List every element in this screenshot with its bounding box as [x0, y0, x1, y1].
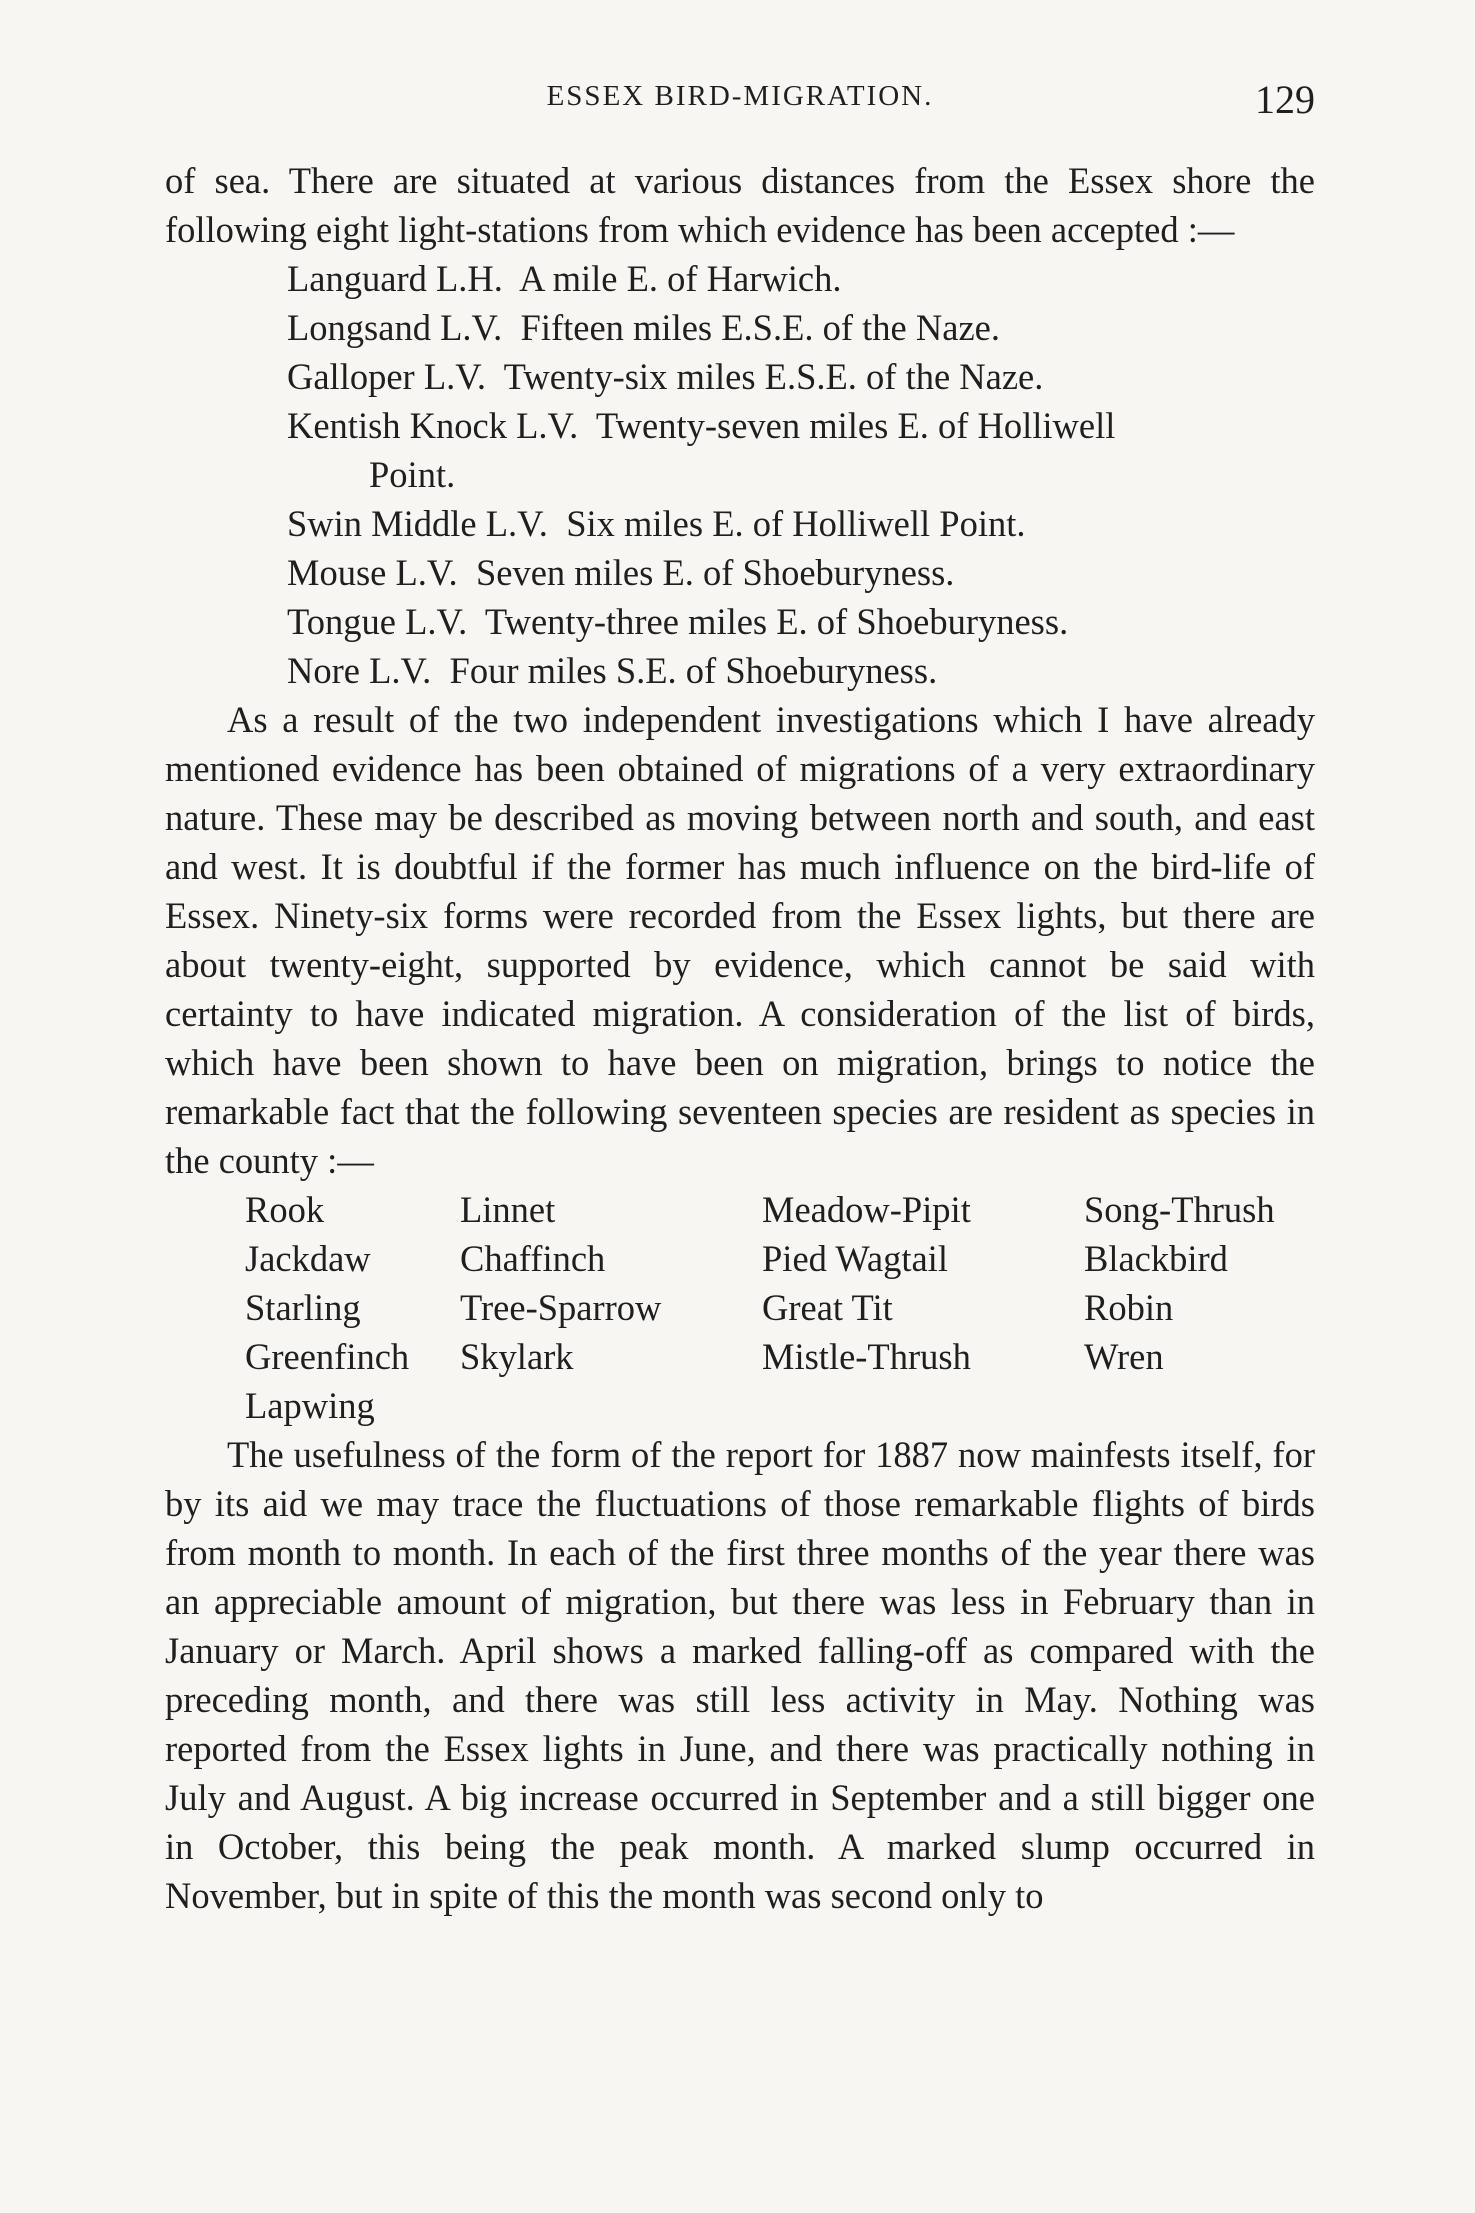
species-name: Chaffinch — [460, 1238, 606, 1279]
station-description: Twenty-three miles E. of Shoeburyness. — [484, 601, 1069, 642]
station-name: Languard L.H. — [287, 258, 503, 299]
station-entry — [287, 254, 1315, 303]
station-name: Tongue L.V. — [287, 601, 468, 642]
running-head: ESSEX BIRD-MIGRATION. — [546, 80, 934, 112]
species-name: Meadow-Pipit — [762, 1189, 971, 1230]
station-entry — [287, 352, 1315, 401]
species-name: Lapwing — [245, 1385, 375, 1426]
species-name: Greenfinch — [245, 1336, 410, 1377]
station-description: Six miles E. of Holliwell Point. — [566, 503, 1026, 544]
species-name: Linnet — [460, 1189, 556, 1230]
species-name: Rook — [245, 1189, 325, 1230]
station-description: Seven miles E. of Shoeburyness. — [475, 552, 955, 593]
page-header — [165, 77, 1315, 130]
species-name: Wren — [1084, 1336, 1164, 1377]
species-name: Great Tit — [762, 1287, 893, 1328]
species-name: Tree-Sparrow — [460, 1287, 662, 1328]
station-entry — [287, 303, 1315, 352]
station-entry — [287, 597, 1315, 646]
station-entry — [287, 499, 1315, 548]
station-entry — [287, 548, 1315, 597]
station-description: A mile E. of Harwich. — [519, 258, 842, 299]
species-name: Jackdaw — [245, 1238, 371, 1279]
intro-paragraph: of sea. There are situated at various distances from the Essex shore the following eight light-stations from which evidence has been accepted :— — [165, 160, 1315, 250]
station-name: Kentish Knock L.V. — [287, 405, 579, 446]
station-description: Twenty-seven miles E. of Holliwell — [595, 405, 1116, 446]
station-entry — [287, 401, 1315, 499]
light-stations-list — [165, 254, 1315, 695]
station-description: Four miles S.E. of Shoeburyness. — [449, 650, 938, 691]
species-name: Blackbird — [1084, 1238, 1228, 1279]
station-description: Twenty-six miles E.S.E. of the Naze. — [503, 356, 1044, 397]
station-entry — [287, 646, 1315, 695]
page-number: 129 — [1255, 77, 1315, 122]
station-description-continuation: Point. — [369, 454, 456, 495]
resident-species-list — [165, 1185, 1315, 1430]
station-name: Mouse L.V. — [287, 552, 458, 593]
station-description: Fifteen miles E.S.E. of the Naze. — [520, 307, 1000, 348]
station-name: Galloper L.V. — [287, 356, 487, 397]
station-name: Swin Middle L.V. — [287, 503, 548, 544]
species-name: Starling — [245, 1287, 361, 1328]
species-name: Robin — [1084, 1287, 1174, 1328]
station-name: Longsand L.V. — [287, 307, 503, 348]
species-name: Mistle-Thrush — [762, 1336, 971, 1377]
species-name: Song-Thrush — [1084, 1189, 1275, 1230]
species-name: Pied Wagtail — [762, 1238, 948, 1279]
migration-paragraph: As a result of the two independent investigations which I have already mentioned evidence has been obtained of migrations of a very extraordinary nature. These may be described as moving between north and south, and east and west. It is doubtful if the former has much influence on the bird-life of Essex. Ninety-six forms were recorded from the Essex lights, but there are about twenty-eight, supported by evidence, which cannot be said with certainty to have indicated migration. A consideration of the list of birds, which have been shown to have been on migration, brings to notice the remarkable fact that the following seventeen species are resident as species in the county :— — [165, 699, 1315, 1181]
station-name: Nore L.V. — [287, 650, 432, 691]
report-paragraph: The usefulness of the form of the report for 1887 now mainfests itself, for by its aid we may trace the fluctuations of those remarkable flights of birds from month to month. In each of the first three months of the year there was an appreciable amount of migration, but there was less in February than in January or March. April shows a marked falling-off as compared with the preceding month, and there was still less activity in May. Nothing was reported from the Essex lights in June, and there was practically nothing in July and August. A big increase occurred in September and a still bigger one in October, this being the peak month. A marked slump occurred in November, but in spite of this the month was second only to — [165, 1434, 1315, 1916]
page-body — [165, 156, 1315, 1920]
species-name: Skylark — [460, 1336, 574, 1377]
